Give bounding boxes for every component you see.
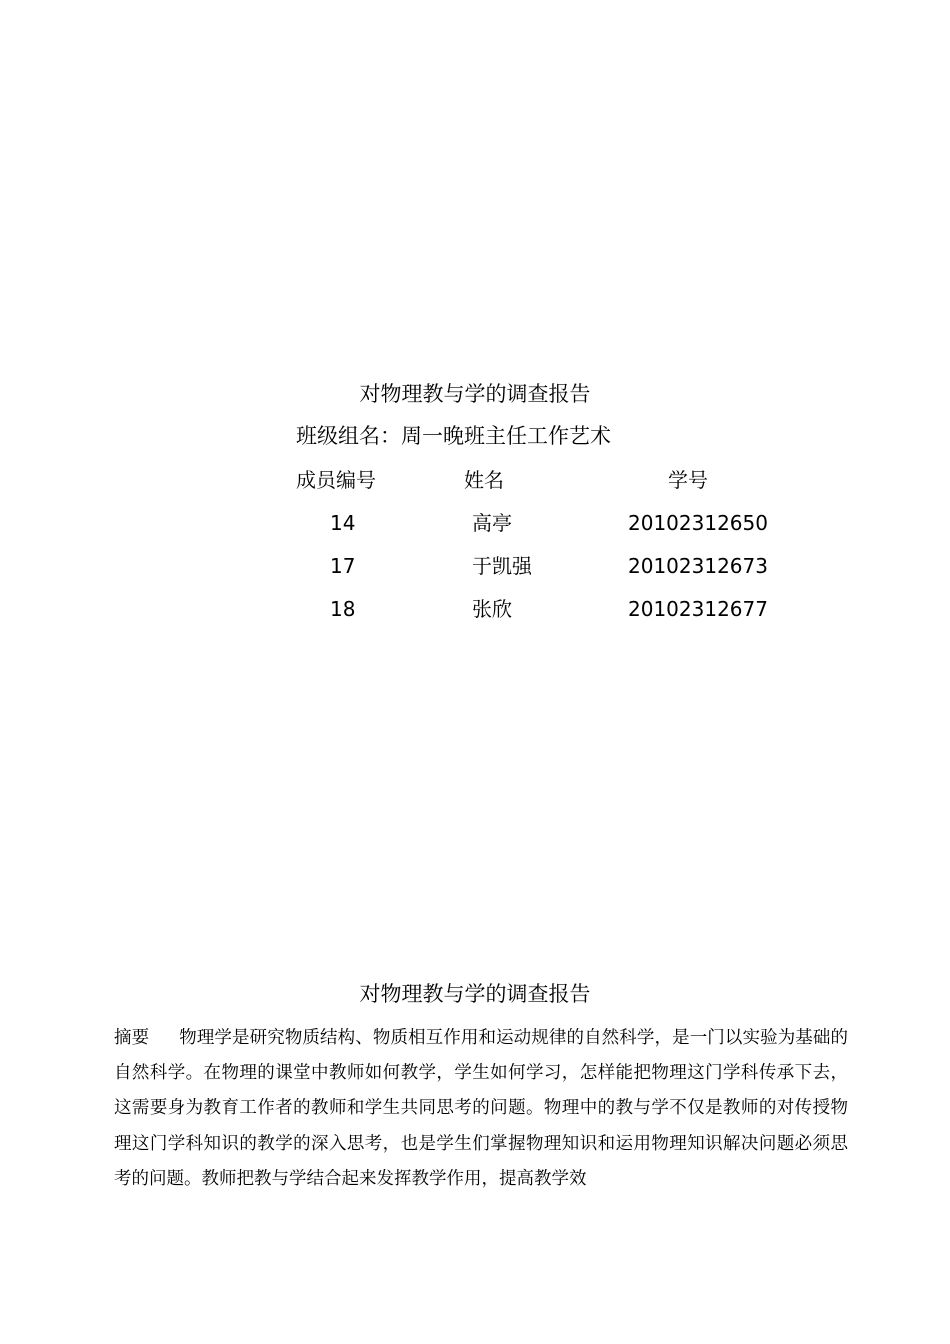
abstract-label: 摘要	[114, 1028, 150, 1048]
member-student-id: 20102312673	[628, 554, 768, 578]
header-name: 姓名	[464, 468, 504, 492]
members-header-row	[296, 464, 776, 507]
member-name: 于凯强	[472, 554, 532, 578]
group-name-line: 班级组名：周一晚班主任工作艺术	[296, 424, 611, 448]
header-member-number: 成员编号	[296, 468, 376, 492]
table-row	[296, 550, 776, 593]
members-table	[296, 464, 776, 636]
cover-title: 对物理教与学的调查报告	[359, 382, 591, 406]
member-number: 14	[330, 511, 356, 535]
table-row	[296, 507, 776, 550]
member-number: 18	[330, 597, 356, 621]
abstract-paragraph	[114, 1021, 848, 1197]
member-name: 张欣	[472, 597, 512, 621]
member-name: 高亭	[472, 511, 512, 535]
table-row	[296, 593, 776, 636]
member-number: 17	[330, 554, 356, 578]
member-student-id: 20102312650	[628, 511, 768, 535]
header-student-id: 学号	[668, 468, 708, 492]
abstract-text: 物理学是研究物质结构、物质相互作用和运动规律的自然科学，是一门以实验为基础的自然科学。在物理的课堂中教师如何教学，学生如何学习，怎样能把物理这门学科传承下去，这需要身为教育工作者的教师和学生共同思考的问题。物理中的教与学不仅是教师的对传授物理这门学科知识的教学的深入思考，也是学生们掌握物理知识和运用物理知识解决问题必须思考的问题。教师把教与学结合起来发挥教学作用，提高教学效	[114, 1028, 849, 1189]
abstract-title: 对物理教与学的调查报告	[359, 982, 591, 1006]
member-student-id: 20102312677	[628, 597, 768, 621]
